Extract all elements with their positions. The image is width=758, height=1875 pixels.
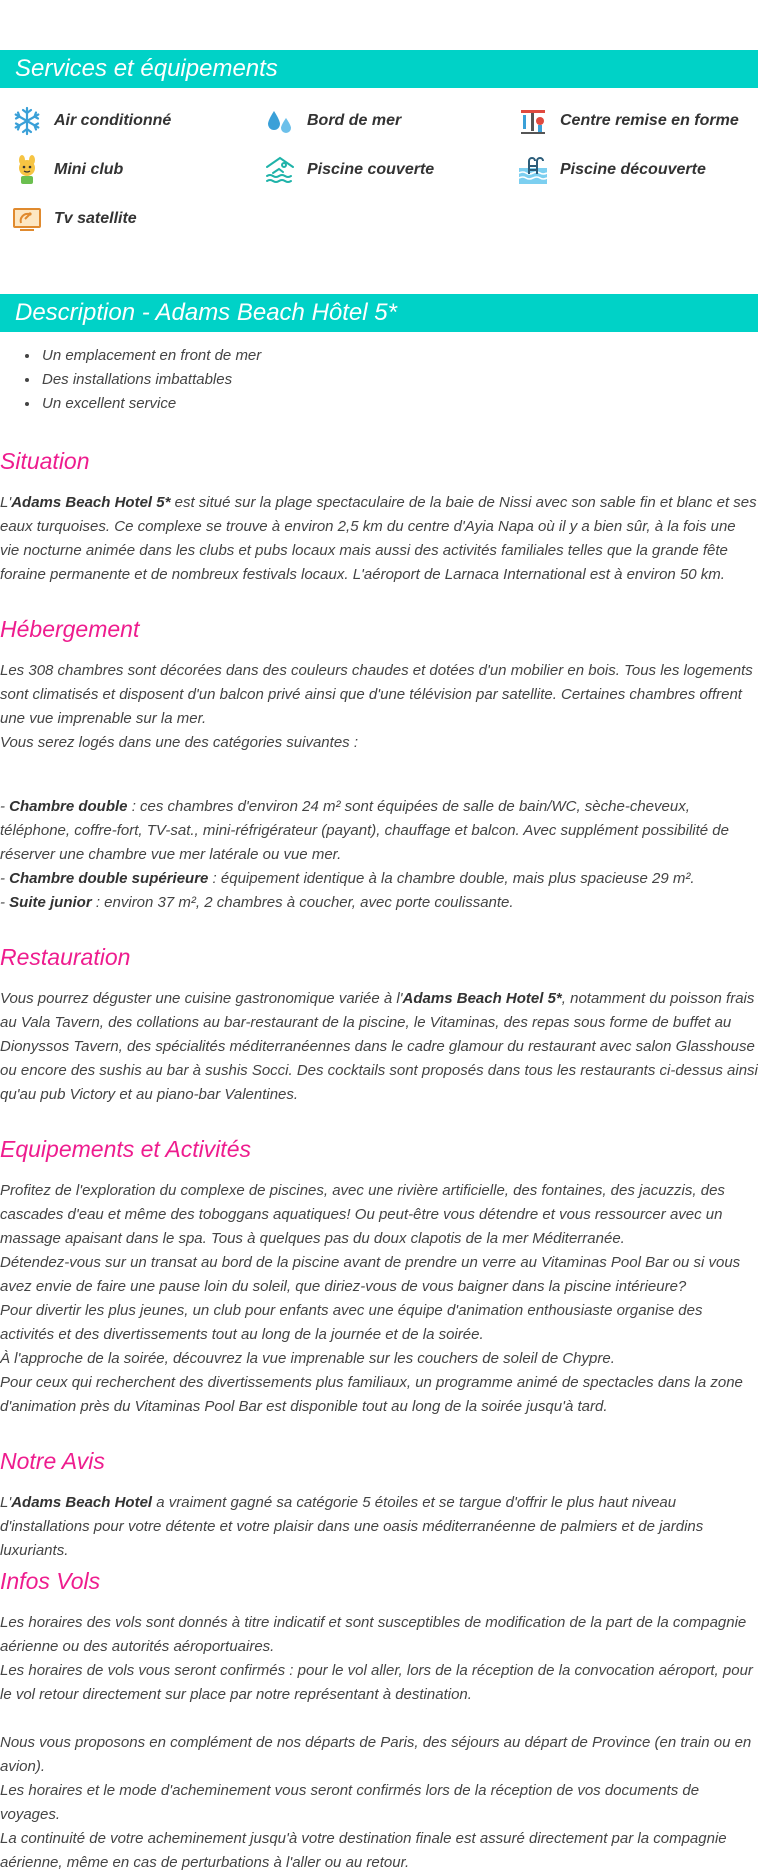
situation-body: est situé sur la plage spectaculaire de la baie de Nissi avec son sable fin et blanc et ses eaux turquoises. Ce complexe se trouve à environ 2,5 km du centre d'Ayia Napa où il y a bien sûr, à la fois une vie nocturne animée dans les clubs et pubs locaux mais aussi des activités familiales telles que la grande fête foraine permanente et de nombreux festivals locaux. L'aéroport de Larnaca International est à environ 50 km. (0, 494, 757, 583)
vols-line: La continuité de votre acheminement jusqu'à votre destination finale est assuré directement par la compagnie aérienne, même en cas de perturbations à l'aller ou au retour. (0, 1830, 727, 1871)
restauration-heading: Restauration (0, 944, 131, 970)
service-label: Air conditionné (54, 112, 172, 129)
service-label: Bord de mer (307, 112, 402, 129)
restauration-text (0, 987, 758, 1107)
hotel-name: Adams Beach Hotel (11, 1494, 153, 1511)
situation-pre: L' (0, 494, 12, 511)
hebergement-p1: Les 308 chambres sont décorées dans des couleurs chaudes et dotées d'un mobilier en bois. Tous les logements sont climatisés et disposent d'un balcon privé ainsi que d'une télévision par satellite. Certaines chambres offrent une vue imprenable sur la mer. (0, 662, 753, 727)
service-label: Piscine découverte (560, 161, 706, 178)
hotel-name: Adams Beach Hotel 5* (402, 990, 562, 1007)
vols-line: Les horaires des vols sont donnés à titre indicatif et sont susceptibles de modification de la part de la compagnie aérienne ou des autorités aéroportuaires. (0, 1614, 747, 1655)
activites-line: À l'approche de la soirée, découvrez la vue imprenable sur les couchers de soleil de Chypre. (0, 1350, 615, 1367)
service-piscine-decouverte (516, 153, 706, 187)
services-title: Services et équipements (15, 55, 278, 82)
list-item: • Des installations imbattables (40, 368, 261, 392)
indoor-pool-icon (263, 153, 297, 187)
service-piscine-couverte (263, 153, 434, 187)
room-desc: : équipement identique à la chambre double, mais plus spacieuse 29 m². (208, 870, 695, 887)
hebergement-p2: Vous serez logés dans une des catégories suivantes : (0, 734, 358, 751)
water-drops-icon (263, 104, 297, 138)
service-centre-remise-en-forme (516, 104, 739, 138)
kids-club-icon (10, 153, 44, 187)
service-label: Mini club (54, 161, 124, 178)
avis-body: a vraiment gagné sa catégorie 5 étoiles et se targue d'offrir le plus haut niveau d'installations pour votre détente et votre plaisir dans une oasis méditerranéenne de palmiers et de jardins luxuriants. (0, 1494, 704, 1559)
vols-line: Les horaires et le mode d'acheminement vous seront confirmés lors de la réception de vos documents de voyages. (0, 1782, 700, 1823)
list-item: • Un emplacement en front de mer (40, 344, 261, 368)
hotel-name: Adams Beach Hotel 5* (11, 494, 171, 511)
service-air-conditionne (10, 104, 171, 138)
situation-text (0, 491, 758, 587)
service-label: Piscine couverte (307, 161, 435, 178)
activites-line: Pour divertir les plus jeunes, un club pour enfants avec une équipe d'animation enthousiaste organise des activités et des divertissements tout au long de la journée et de la soirée. (0, 1302, 703, 1343)
activites-line: Profitez de l'exploration du complexe de piscines, avec une rivière artificielle, des fontaines, des jacuzzis, des cascades d'eau et même des toboggans aquatiques! Ou peut-être vous détendre et vous ressourcer avec un massage apaisant dans le spa. Tous à quelques pas du doux clapotis de la mer Méditerranée. (0, 1182, 725, 1247)
activites-line: Pour ceux qui recherchent des divertissements plus familiaux, un programme animé de spectacles dans la zone d'animation près du Vitaminas Pool Bar est disponible tout au long de la soirée jusqu'à tard. (0, 1374, 743, 1415)
room-name: Chambre double supérieure (9, 870, 209, 887)
outdoor-pool-icon (516, 153, 550, 187)
vols-line: Nous vous proposons en complément de nos départs de Paris, des séjours au départ de Province (en train ou en avion). (0, 1734, 752, 1775)
activites-text (0, 1179, 758, 1419)
restauration-body: , notamment du poisson frais au Vala Tavern, des collations au bar-restaurant de la piscine, le Vitaminas, des repas sous forme de buffet au Dionyssos Tavern, des spécialités méditerranéennes dans le cadre glamour du restaurant avec salon Glasshouse ou encore des sushis au bar à sushis Socci. Des cocktails sont proposés dans tous les restaurants ci-dessus ainsi qu'au pub Victory et au piano-bar Valentines. (0, 990, 758, 1103)
hebergement-text (0, 659, 758, 755)
room-categories: - Chambre double : ces chambres d'environ 24 m² sont équipées de salle de bain/WC, sèche-cheveux, téléphone, coffre-fort, TV-sat., mini-réfrigérateur (payant), chauffage et balcon. Avec supplément possibilité de réserver une chambre vue mer latérale ou vue mer. - Chambre double supérieure : équipement identique à la chambre double, mais plus spacieuse 29 m². - Suite junior : environ 37 m², 2 chambres à coucher, avec porte coulissante. (0, 798, 729, 911)
service-bord-de-mer (263, 104, 401, 138)
snowflake-icon (10, 104, 44, 138)
room-name: Chambre double (9, 798, 128, 815)
fitness-icon (516, 104, 550, 138)
vols-heading: Infos Vols (0, 1568, 101, 1594)
situation-heading: Situation (0, 448, 90, 474)
service-label: Centre remise en forme (560, 112, 739, 129)
description-banner (0, 294, 758, 332)
avis-heading: Notre Avis (0, 1448, 105, 1474)
list-item: • Un excellent service (40, 392, 261, 416)
room-desc: : ces chambres d'environ 24 m² sont équipées de salle de bain/WC, sèche-cheveux, téléphone, coffre-fort, TV-sat., mini-réfrigérateur (payant), chauffage et balcon. Avec supplément possibilité de réserver une chambre vue mer latérale ou vue mer. (0, 798, 729, 863)
services-banner (0, 50, 758, 88)
vols-line: Les horaires de vols vous seront confirmés : pour le vol aller, lors de la réception de la convocation aéroport, pour le vol retour directement sur place par notre représentant à destination. (0, 1662, 753, 1703)
hebergement-heading: Hébergement (0, 616, 140, 642)
restauration-pre: Vous pourrez déguster une cuisine gastronomique variée à l' (0, 990, 403, 1007)
activites-heading: Equipements et Activités (0, 1136, 251, 1162)
vols-text-province (0, 1731, 758, 1875)
vols-text (0, 1611, 758, 1707)
avis-pre: L' (0, 1494, 12, 1511)
room-name: Suite junior (9, 894, 92, 911)
tv-satellite-icon (10, 202, 44, 236)
description-title: Description - Adams Beach Hôtel 5* (15, 299, 397, 326)
activites-line: Détendez-vous sur un transat au bord de la piscine avant de prendre un verre au Vitaminas Pool Bar ou si vous avez envie de faire une pause loin du soleil, que diriez-vous de vous baigner dans la piscine intérieure? (0, 1254, 741, 1295)
service-tv-satellite (10, 202, 137, 236)
service-mini-club (10, 153, 123, 187)
room-desc: : environ 37 m², 2 chambres à coucher, avec porte coulissante. (91, 894, 514, 911)
service-label: Tv satellite (54, 210, 137, 227)
avis-text (0, 1491, 758, 1563)
highlights-list (20, 344, 261, 416)
